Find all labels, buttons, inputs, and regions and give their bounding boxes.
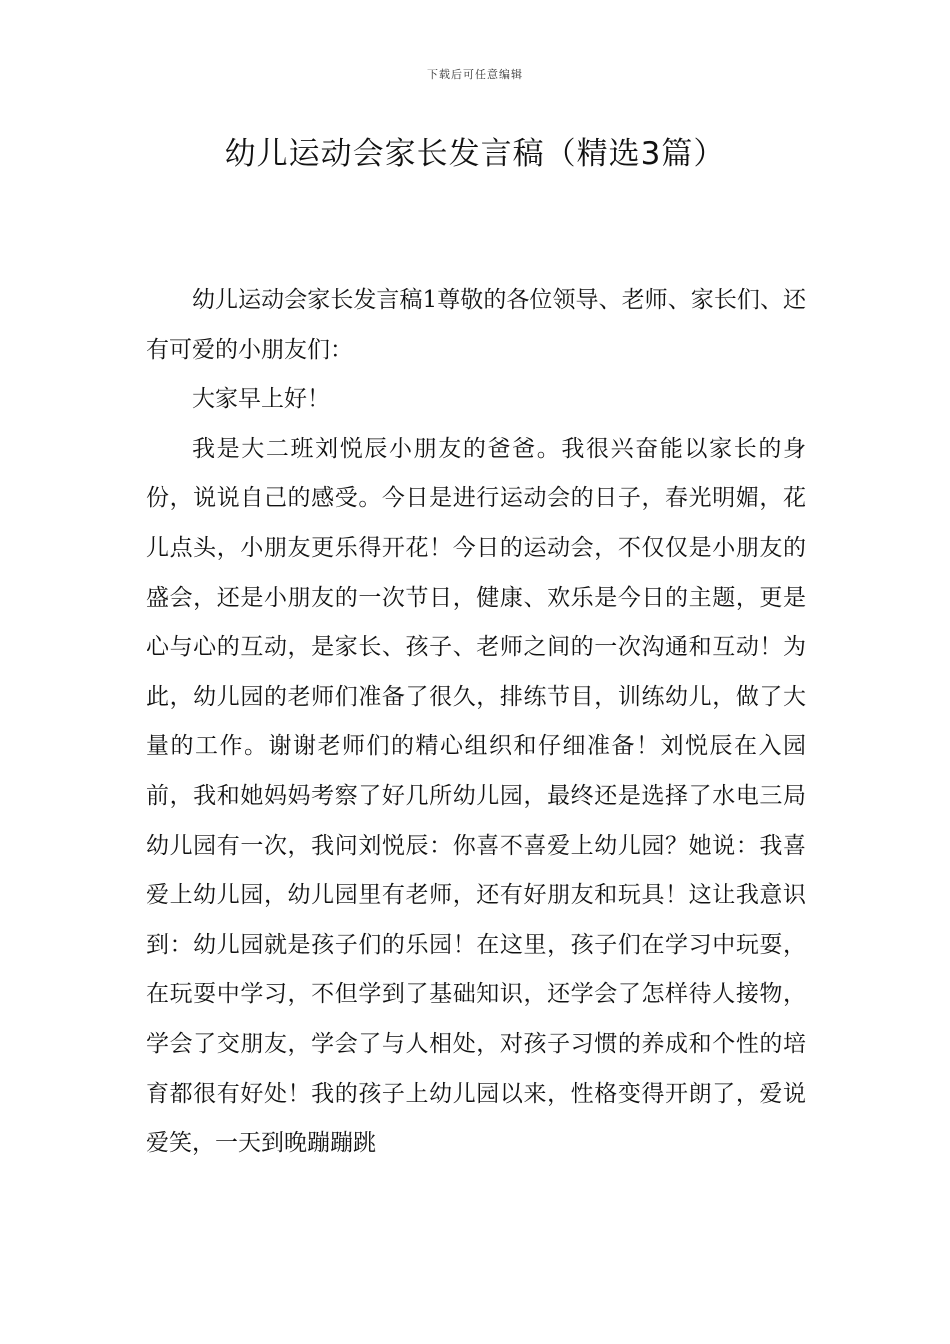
paragraph-main: 我是大二班刘悦辰小朋友的爸爸。我很兴奋能以家长的身份，说说自己的感受。今日是进行运动会的日子，春光明媚，花儿点头，小朋友更乐得开花！今日的运动会，不仅仅是小朋友的盛会，还是小朋友的一次节日，健康、欢乐是今日的主题，更是心与心的互动，是家长、孩子、老师之间的一次沟通和互动！为此，幼儿园的老师们准备了很久，排练节目，训练幼儿，做了大量的工作。谢谢老师们的精心组织和仔细准备！刘悦辰在入园前，我和她妈妈考察了好几所幼儿园，最终还是选择了水电三局幼儿园有一次，我问刘悦辰：你喜不喜爱上幼儿园？她说：我喜爱上幼儿园，幼儿园里有老师，还有好朋友和玩具！这让我意识到：幼儿园就是孩子们的乐园！在这里，孩子们在学习中玩耍，在玩耍中学习，不但学到了基础知识，还学会了怎样待人接物，学会了交朋友，学会了与人相处，对孩子习惯的养成和个性的培育都很有好处！我的孩子上幼儿园以来，性格变得开朗了，爱说爱笑，一天到晚蹦蹦跳 xyxy=(146,435,806,1157)
header-note: 下载后可任意编辑 xyxy=(427,68,523,81)
document-title: 幼儿运动会家长发言稿（精选3篇） xyxy=(224,136,726,172)
document-body xyxy=(146,276,806,1169)
paragraph-opening: 幼儿运动会家长发言稿1尊敬的各位领导、老师、家长们、还有可爱的小朋友们： xyxy=(146,287,806,363)
paragraph-greeting: 大家早上好！ xyxy=(192,386,330,413)
